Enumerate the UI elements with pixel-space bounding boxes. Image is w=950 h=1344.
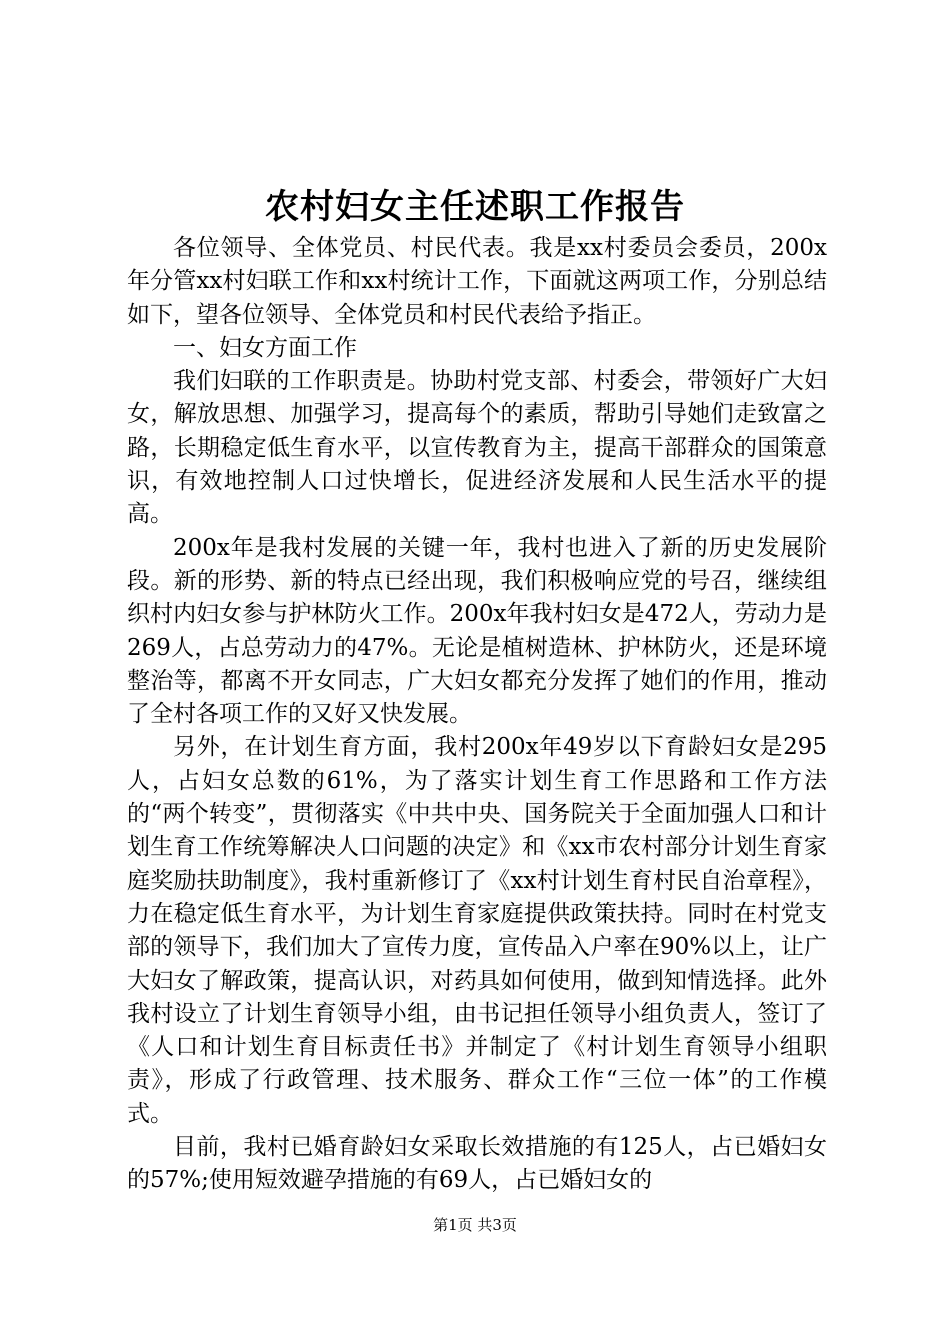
paragraph-current-status: 目前，我村已婚育龄妇女采取长效措施的有125人，占已婚妇女的57%;使用短效避孕措施的有69人，占已婚妇女的 <box>127 1134 827 1194</box>
document-body <box>127 232 827 1198</box>
section-heading: 一、妇女方面工作 <box>173 334 357 361</box>
paragraph-year-summary: 200x年是我村发展的关键一年，我村也进入了新的历史发展阶段。新的形势、新的特点已经出现，我们积极响应党的号召，继续组织村内妇女参与护林防火工作。200x年我村妇女是472人，劳动力是269人，占总劳动力的47%。无论是植树造林、护林防火，还是环境整治等，都离不开女同志，广大妇女都充分发挥了她们的作用，推动了全村各项工作的又好又快发展。 <box>127 534 827 728</box>
document-title: 农村妇女主任述职工作报告 <box>265 187 685 227</box>
page-footer: 第1页 共3页 <box>433 1216 517 1234</box>
paragraph-duties: 我们妇联的工作职责是。协助村党支部、村委会，带领好广大妇女，解放思想、加强学习，提高每个的素质，帮助引导她们走致富之路，长期稳定低生育水平，以宣传教育为主，提高干部群众的国策意识，有效地控制人口过快增长，促进经济发展和人民生活水平的提高。 <box>127 368 827 528</box>
paragraph-family-planning: 另外，在计划生育方面，我村200x年49岁以下育龄妇女是295人，占妇女总数的61%，为了落实计划生育工作思路和工作方法的“两个转变”，贯彻落实《中共中央、国务院关于全面加强人口和计划生育工作统筹解决人口问题的决定》和《xx市农村部分计划生育家庭奖励扶助制度》，我村重新修订了《xx村计划生育村民自治章程》，力在稳定低生育水平，为计划生育家庭提供政策扶持。同时在村党支部的领导下，我们加大了宣传力度，宣传品入户率在90%以上，让广大妇女了解政策，提高认识，对药具如何使用，做到知情选择。此外我村设立了计划生育领导小组，由书记担任领导小组负责人，签订了《人口和计划生育目标责任书》并制定了《村计划生育领导小组职责》，形成了行政管理、技术服务、群众工作“三位一体”的工作模式。 <box>127 734 827 1127</box>
paragraph-intro: 各位领导、全体党员、村民代表。我是xx村委员会委员，200x年分管xx村妇联工作和xx村统计工作，下面就这两项工作，分别总结如下，望各位领导、全体党员和村民代表给予指正。 <box>127 235 827 328</box>
